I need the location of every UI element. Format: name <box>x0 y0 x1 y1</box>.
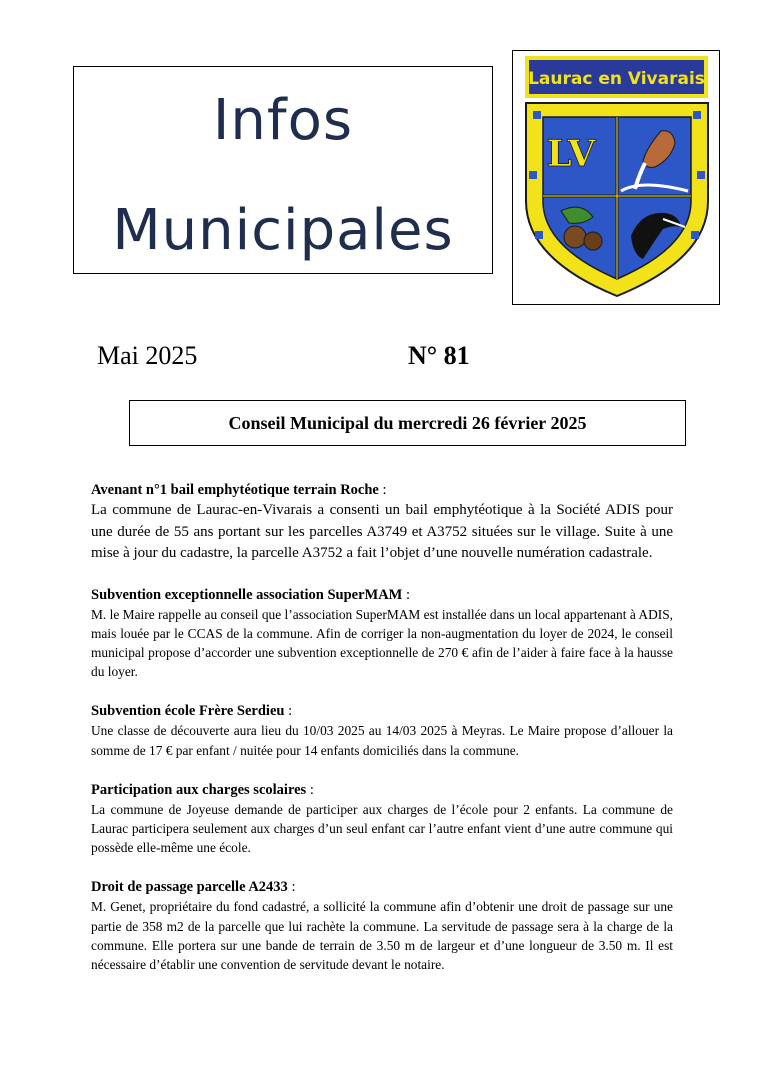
section-heading-text: Subvention école Frère Serdieu <box>91 703 285 720</box>
issue-date: Mai 2025 <box>97 341 198 370</box>
section-heading: Participation aux charges scolaires : <box>91 781 314 798</box>
section-banner <box>129 400 686 446</box>
section-subvention-ecole <box>91 701 673 759</box>
section-bail-emphyteotique <box>91 480 673 565</box>
section-body: M. le Maire rappelle au conseil que l’association SuperMAM est installée dans un local appartenant à ADIS, mais louée par le CCAS de la commune. Afin de corriger la non-augmentation du loyer de 2024, le conseil municipal propose d’accorder une subvention exceptionnelle de 270 € afin de l’aider à faire face à la hausse du loyer. <box>91 606 673 680</box>
section-charges-scolaires <box>91 780 673 858</box>
crest-monogram: LV <box>546 133 596 175</box>
coat-of-arms-icon <box>513 51 721 306</box>
section-droit-de-passage <box>91 877 673 974</box>
article-content <box>91 480 673 994</box>
section-heading-text: Subvention exceptionnelle association SuperMAM <box>91 586 403 603</box>
section-body: La commune de Joyeuse demande de participer aux charges de l’école pour 2 enfants. La commune de Laurac participera seulement aux charges d’un seul enfant car l’autre enfant vient d’une autre commune qui possède elle-même une école. <box>91 801 673 856</box>
section-heading-text: Droit de passage parcelle A2433 <box>91 879 288 896</box>
crest-banner-text: Laurac en Vivarais <box>528 69 705 89</box>
coat-of-arms-frame <box>512 50 720 305</box>
section-heading-text: Avenant n°1 bail emphytéotique terrain Roche <box>91 482 379 498</box>
banner-title: Conseil Municipal du mercredi 26 février 2025 <box>228 412 587 433</box>
masthead-title-line1: Infos <box>212 88 354 153</box>
section-body: M. Genet, propriétaire du fond cadastré, a sollicité la commune afin d’obtenir une droit de passage sur une partie de 358 m2 de la parcelle que lui rachète la commune. La servitude de passage sera à la charge de la commune. Elle portera sur une bande de terrain de 3.50 m de largeur et d’une longueur de 3.50 m. Il est nécessaire d’établir une convention de servitude devant le notaire. <box>91 899 673 972</box>
section-body: La commune de Laurac-en-Vivarais a consenti un bail emphytéotique à la Société ADIS pour une durée de 55 ans portant sur les parcelles A3749 et A3752 situées sur le village. Suite à une mise à jour du cadastre, la parcelle A3752 a fait l’objet d’une nouvelle numération cadastrale. <box>91 502 673 561</box>
section-heading: Droit de passage parcelle A2433 : <box>91 879 296 896</box>
section-body: Une classe de découverte aura lieu du 10/03 2025 au 14/03 2025 à Meyras. Le Maire propose d’allouer la somme de 17 € par enfant / nuitée pour 14 enfants domiciliés dans la commune. <box>91 723 673 758</box>
section-subvention-supermam <box>91 585 673 682</box>
section-heading: Subvention exceptionnelle association SuperMAM : <box>91 586 411 603</box>
section-heading-text: Participation aux charges scolaires <box>91 781 307 798</box>
issue-number: N° 81 <box>408 341 470 370</box>
masthead-title-line2: Municipales <box>112 198 454 263</box>
masthead-title-box <box>73 66 493 274</box>
section-heading: Subvention école Frère Serdieu : <box>91 703 293 720</box>
section-heading: Avenant n°1 bail emphytéotique terrain Roche : <box>91 482 387 498</box>
